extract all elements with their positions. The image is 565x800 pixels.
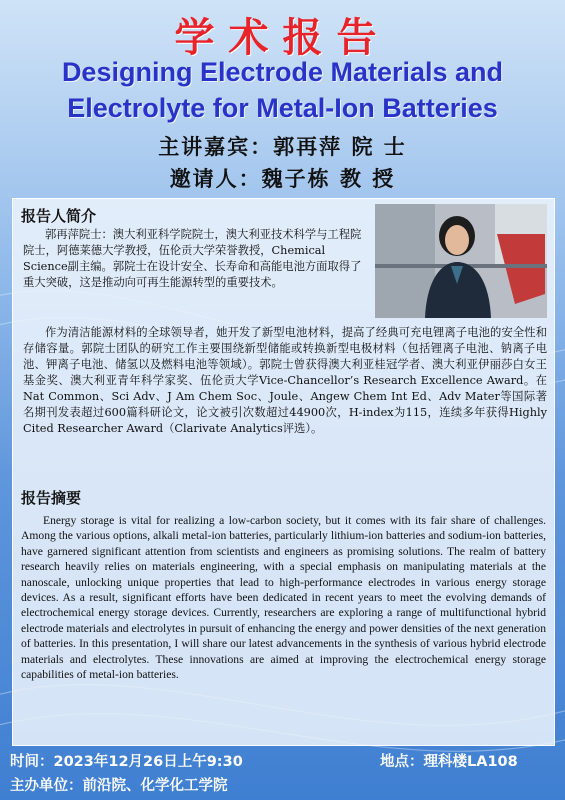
organizer-label: 主办单位： (10, 778, 83, 794)
abstract-text: Energy storage is vital for realizing a low-carbon society, but it comes with its fair share of challenges. Among the various options, alkali metal-ion batteries, particularly lithium-ion batteries and sodium-ion batteries, have garnered significant attention from scientists and engineers as promising solutions. The realm of battery research heavily relies on materials engineering, with a special emphasis on manipulating materials at the nanoscale, unlocking unique properties that lead to high-performance electrodes in various energy storage devices. As a result, significant efforts have been dedicated in recent years to meet the evolving demands of electrochemical energy storage devices. Currently, researchers are exploring a range of multifunctional hybrid electrode materials and electrolytes in pursuit of enhancing the energy and power densities of the next generation of batteries. In this presentation, I will share our latest advancements in the synthesis of various hybrid electrode materials and electrolytes. These innovations are aimed at improving the electrochemical energy storage capabilities of metal-ion batteries. (21, 514, 546, 682)
organizer-value: 前沿院、化学化工学院 (82, 778, 228, 794)
time-row (10, 750, 243, 771)
poster-title: 学术报告 (174, 14, 391, 61)
time-value: 2023年12月26日上午9:30 (53, 754, 243, 770)
content-panel (12, 198, 555, 746)
talk-title-line-1: Designing Electrode Materials and (61, 57, 504, 87)
time-label: 时间： (10, 754, 54, 770)
speaker-line: 主讲嘉宾：郭再萍 院 士 (158, 134, 407, 159)
speaker-photo (375, 204, 547, 318)
bio-paragraph-1: 郭再萍院士：澳大利亚科学院院士，澳大利亚技术科学与工程院院士，阿德莱德大学教授，伍伦贡大学荣誉教授，Chemical Science副主编。郭院士在设计安全、长寿命和高能电池方面取得了重大突破，这是推动向可再生能源转型的重要技术。 (23, 228, 362, 289)
bio-heading: 报告人简介 (21, 207, 97, 225)
talk-title (0, 54, 565, 126)
host-line: 邀请人：魏子栋 教 授 (169, 166, 396, 191)
place-row (380, 750, 518, 771)
bio-paragraph-2: 作为清洁能源材料的全球领导者，她开发了新型电池材料，提高了经典可充电锂离子电池的安全性和存储容量。郭院士团队的研究工作主要围绕新型储能或转换新型电极材料（包括锂离子电池、钠离子电池、钾离子电池、储氢以及燃料电池等领域）。郭院士曾获得澳大利亚桂冠学者、澳大利亚伊丽莎白女王基金奖、澳大利亚青年科学家奖、伍伦贡大学Vice-Chancellor’s Research Excellence Award。在Nat Common、Sci Adv、J Am Chem Soc、Joule、Angew Chem Int Ed、Adv Mater等国际著名期刊发表超过600篇科研论文，论文被引次数超过44900次，H-index为115，连续多年获得Highly Cited Researcher Award（Clarivate Analytics评选）。 (23, 326, 547, 435)
speaker-portrait-image (375, 204, 547, 318)
place-value: 理科楼LA108 (423, 754, 518, 770)
talk-title-line-2: Electrolyte for Metal-Ion Batteries (67, 93, 498, 123)
abstract-heading: 报告摘要 (21, 489, 82, 507)
organizer-row (10, 774, 228, 795)
place-label: 地点： (380, 754, 424, 770)
